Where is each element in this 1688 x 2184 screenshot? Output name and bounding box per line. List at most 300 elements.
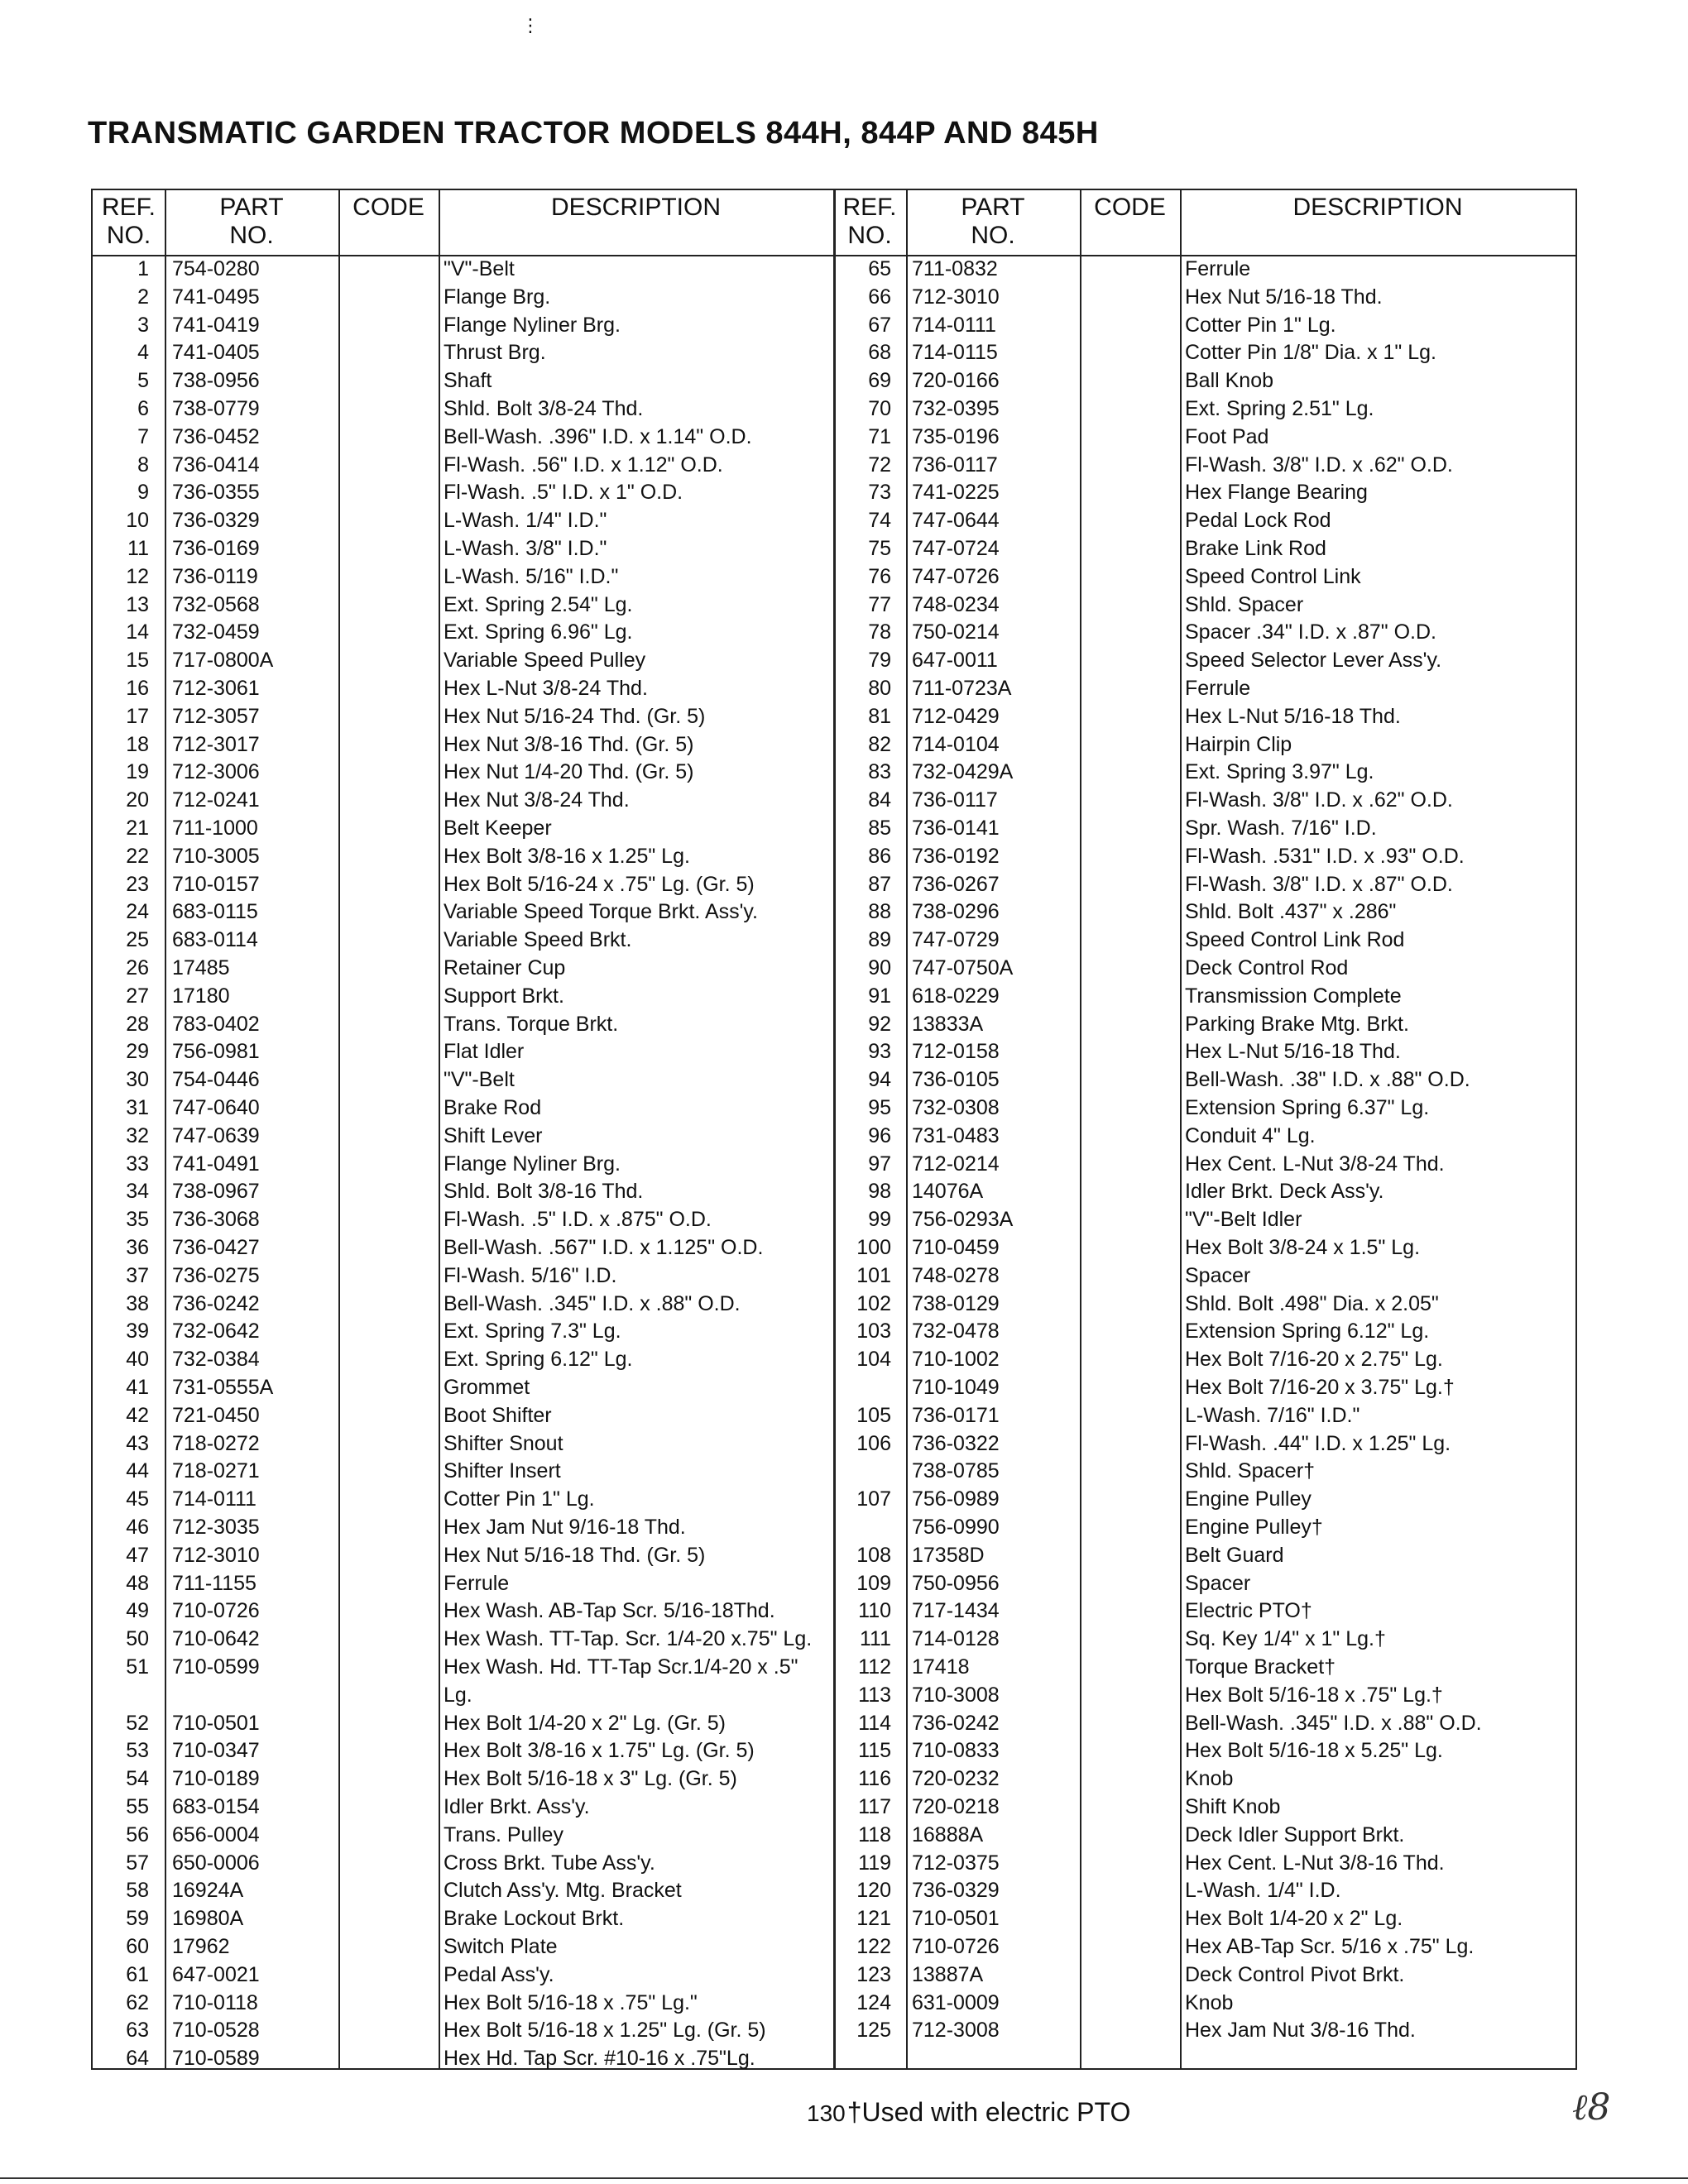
ref-number: 35 [126, 1208, 149, 1232]
part-description: Shld. Bolt 3/8-24 Thd. [444, 397, 644, 420]
part-description: Ext. Spring 6.12" Lg. [444, 1348, 633, 1372]
part-number: 712-0429 [912, 704, 1000, 728]
part-description: Spacer [1185, 1571, 1251, 1595]
part-description: Shld. Bolt 3/8-16 Thd. [444, 1180, 644, 1204]
ref-number: 2 [137, 285, 149, 309]
ref-number: 100 [856, 1236, 891, 1259]
ref-number: 122 [856, 1935, 891, 1958]
part-description: Conduit 4" Lg. [1185, 1123, 1316, 1147]
part-description: Sq. Key 1/4" x 1" Lg.† [1185, 1627, 1386, 1651]
ref-number: 68 [868, 341, 891, 365]
part-number [172, 1681, 338, 1709]
ref-number: 56 [126, 1822, 149, 1846]
part-number: 736-0427 [172, 1236, 260, 1259]
part-number: 16888A [912, 1822, 984, 1846]
ref-number: 5 [137, 369, 149, 393]
part-number: 756-0981 [172, 1040, 260, 1064]
ref-number: 58 [126, 1879, 149, 1903]
part-number: 756-0293A [912, 1208, 1014, 1232]
part-description: Transmission Complete [1185, 984, 1402, 1008]
header-part: PART NO. [961, 194, 1025, 249]
ref-number: 108 [856, 1543, 891, 1567]
part-description: Hex Cent. L-Nut 3/8-24 Thd. [1185, 1152, 1445, 1176]
part-description: L-Wash. 5/16" I.D." [444, 564, 619, 588]
part-description: Hex Bolt 1/4-20 x 2" Lg. (Gr. 5) [444, 1711, 726, 1735]
ref-number: 77 [868, 592, 891, 616]
ref-number: 90 [868, 956, 891, 979]
ref-number: 19 [126, 760, 149, 784]
ref-number: 34 [126, 1180, 149, 1204]
part-description: Flange Nyliner Brg. [444, 1152, 621, 1176]
col-divider [906, 190, 908, 2068]
ref-number: 67 [868, 313, 891, 337]
part-number: 736-0192 [912, 844, 1000, 868]
part-description: L-Wash. 1/4" I.D. [1185, 1879, 1341, 1903]
ref-number: 33 [126, 1152, 149, 1176]
part-number: 738-0785 [912, 1459, 1000, 1483]
part-description: Variable Speed Pulley [444, 649, 646, 673]
part-description: Pedal Lock Rod [1185, 509, 1331, 533]
part-number: 736-0452 [172, 424, 260, 448]
part-number: 710-0528 [172, 2019, 260, 2043]
part-description: Torque Bracket† [1185, 1655, 1336, 1679]
ref-number: 13 [126, 592, 149, 616]
header-part: PART NO. [219, 194, 284, 249]
part-description: Hex Bolt 5/16-18 x 5.25" Lg. [1185, 1739, 1443, 1763]
ref-number: 74 [868, 509, 891, 533]
part-number: 738-0967 [172, 1180, 260, 1204]
part-description: Hex Wash. TT-Tap. Scr. 1/4-20 x.75" Lg. [444, 1627, 813, 1651]
part-description: "V"-Belt [444, 257, 515, 280]
part-number: 718-0272 [172, 1431, 260, 1455]
part-number: 736-0414 [172, 453, 260, 477]
ref-number [833, 1373, 891, 1401]
part-description: Shifter Snout [444, 1431, 563, 1455]
part-description: Speed Selector Lever Ass'y. [1185, 649, 1442, 673]
part-description: Cotter Pin 1" Lg. [1185, 313, 1336, 337]
part-description: Hex L-Nut 5/16-18 Thd. [1185, 1040, 1401, 1064]
part-number: 712-3006 [172, 760, 260, 784]
part-number: 720-0166 [912, 369, 1000, 393]
part-description: Spacer .34" I.D. x .87" O.D. [1185, 620, 1436, 644]
part-description: Cross Brkt. Tube Ass'y. [444, 1851, 655, 1875]
part-number: 16980A [172, 1907, 244, 1931]
part-number: 710-0726 [912, 1935, 1000, 1958]
part-number: 732-0395 [912, 397, 1000, 420]
ref-number: 28 [126, 1012, 149, 1036]
ref-number: 76 [868, 564, 891, 588]
ref-number: 55 [126, 1795, 149, 1818]
ref-number: 45 [126, 1487, 149, 1511]
ref-number: 95 [868, 1096, 891, 1119]
part-number: 710-3005 [172, 844, 260, 868]
part-description: "V"-Belt [444, 1068, 515, 1092]
part-description: Thrust Brg. [444, 341, 546, 365]
part-number: 711-1000 [172, 817, 258, 840]
ref-number: 6 [137, 397, 149, 420]
part-description: Hex Nut 5/16-18 Thd. (Gr. 5) [444, 1543, 706, 1567]
part-number: 738-0296 [912, 900, 1000, 924]
col-divider [1180, 190, 1182, 2068]
part-description: Hex Nut 1/4-20 Thd. (Gr. 5) [444, 760, 694, 784]
part-number: 710-0833 [912, 1739, 1000, 1763]
header-description: DESCRIPTION [550, 194, 722, 221]
part-description: Ext. Spring 3.97" Lg. [1185, 760, 1374, 784]
ref-number: 75 [868, 537, 891, 560]
part-description: Idler Brkt. Ass'y. [444, 1795, 590, 1818]
ref-number: 98 [868, 1180, 891, 1204]
part-number: 748-0234 [912, 592, 1000, 616]
part-description: Hex AB-Tap Scr. 5/16 x .75" Lg. [1185, 1935, 1475, 1958]
part-number: 710-0189 [172, 1767, 260, 1791]
part-number: 656-0004 [172, 1822, 260, 1846]
part-description: Hex Jam Nut 9/16-18 Thd. [444, 1516, 686, 1539]
part-description: Speed Control Link Rod [1185, 928, 1405, 952]
part-number: 683-0115 [172, 900, 258, 924]
ref-number: 120 [856, 1879, 891, 1903]
ref-number: 46 [126, 1516, 149, 1539]
part-description: Brake Rod [444, 1096, 542, 1119]
ref-number: 14 [126, 620, 149, 644]
ref-number [833, 1457, 891, 1485]
part-description: Belt Keeper [444, 817, 552, 840]
ref-number: 43 [126, 1431, 149, 1455]
ref-number: 72 [868, 453, 891, 477]
part-number: 712-0158 [912, 1040, 1000, 1064]
part-description: Bell-Wash. .345" I.D. x .88" O.D. [444, 1291, 741, 1315]
part-number: 14076A [912, 1180, 984, 1204]
ref-number: 39 [126, 1320, 149, 1343]
header-code: CODE [1094, 194, 1166, 221]
part-description: Fl-Wash. 5/16" I.D. [444, 1263, 617, 1287]
ref-number: 42 [126, 1403, 149, 1427]
part-number: 714-0111 [172, 1487, 257, 1511]
part-description: Bell-Wash. .567" I.D. x 1.125" O.D. [444, 1236, 764, 1259]
part-number: 714-0104 [912, 732, 1000, 756]
ref-number: 113 [858, 1683, 891, 1707]
part-number: 736-0355 [172, 481, 260, 505]
part-description: Foot Pad [1185, 424, 1269, 448]
part-description: Shld. Spacer† [1185, 1459, 1316, 1483]
part-description: Hex Nut 5/16-24 Thd. (Gr. 5) [444, 704, 706, 728]
part-number: 736-0275 [172, 1263, 260, 1287]
ref-number: 104 [856, 1348, 891, 1372]
ref-number: 17 [126, 704, 149, 728]
part-description: Trans. Torque Brkt. [444, 1012, 619, 1036]
ref-number: 47 [126, 1543, 149, 1567]
part-number: 710-0118 [172, 1990, 258, 2014]
ref-number: 25 [126, 928, 149, 952]
part-description: Shifter Insert [444, 1459, 561, 1483]
part-number: 717-0800A [172, 649, 274, 673]
part-number: 736-0242 [912, 1711, 1000, 1735]
part-description: Support Brkt. [444, 984, 564, 1008]
part-number: 736-0322 [912, 1431, 1000, 1455]
page-title: TRANSMATIC GARDEN TRACTOR MODELS 844H, 844P AND 845H [88, 116, 1099, 151]
part-number: 741-0225 [912, 481, 1000, 505]
ref-number: 102 [856, 1291, 891, 1315]
page-bottom-rule [0, 2177, 1688, 2179]
part-description: Hex Flange Bearing [1185, 481, 1368, 505]
part-description: Hex L-Nut 5/16-18 Thd. [1185, 704, 1401, 728]
part-description: Hex Nut 3/8-16 Thd. (Gr. 5) [444, 732, 694, 756]
part-description: Lg. [444, 1683, 472, 1707]
part-description: Belt Guard [1185, 1543, 1284, 1567]
ref-number: 115 [858, 1739, 891, 1763]
ref-number: 85 [868, 817, 891, 840]
part-number: 17418 [912, 1655, 970, 1679]
ref-number: 21 [126, 817, 149, 840]
part-number: 736-0169 [172, 537, 260, 560]
ref-number: 80 [868, 677, 891, 700]
part-description: Hex Nut 3/8-24 Thd. [444, 788, 630, 812]
part-description: Fl-Wash. 3/8" I.D. x .87" O.D. [1185, 872, 1453, 896]
ref-number [833, 1513, 891, 1541]
ref-number [93, 1681, 149, 1709]
ref-number: 49 [126, 1599, 149, 1623]
ref-number: 29 [126, 1040, 149, 1064]
part-number: 712-3035 [172, 1516, 260, 1539]
part-number: 710-1002 [912, 1348, 1000, 1372]
part-number: 13887A [912, 1962, 984, 1986]
ref-number: 114 [858, 1711, 891, 1735]
ref-number: 79 [868, 649, 891, 673]
part-description: Extension Spring 6.12" Lg. [1185, 1320, 1430, 1343]
ref-number: 124 [856, 1990, 891, 2014]
ref-number: 57 [126, 1851, 149, 1875]
part-number: 717-1434 [912, 1599, 1000, 1623]
part-description: Fl-Wash. .531" I.D. x .93" O.D. [1185, 844, 1465, 868]
part-description: Brake Link Rod [1185, 537, 1326, 560]
ref-number: 38 [126, 1291, 149, 1315]
part-number: 16924A [172, 1879, 244, 1903]
ref-number: 78 [868, 620, 891, 644]
part-number: 736-0267 [912, 872, 1000, 896]
part-number: 714-0128 [912, 1627, 1000, 1651]
ref-number: 62 [126, 1990, 149, 2014]
ref-number: 125 [856, 2019, 891, 2043]
part-number: 747-0750A [912, 956, 1014, 979]
part-description: Hex Bolt 5/16-18 x 3" Lg. (Gr. 5) [444, 1767, 737, 1791]
ref-number: 84 [868, 788, 891, 812]
part-description: Retainer Cup [444, 956, 566, 979]
part-description: Hex Bolt 5/16-18 x 1.25" Lg. (Gr. 5) [444, 2019, 766, 2043]
part-description: Flat Idler [444, 1040, 525, 1064]
ref-number: 40 [126, 1348, 149, 1372]
ref-number: 117 [858, 1795, 891, 1818]
part-number: 741-0419 [172, 313, 260, 337]
part-description: Hex Bolt 1/4-20 x 2" Lg. [1185, 1907, 1403, 1931]
part-description: Hex Bolt 7/16-20 x 3.75" Lg.† [1185, 1376, 1455, 1399]
part-description: Engine Pulley† [1185, 1516, 1323, 1539]
ref-number: 110 [858, 1599, 891, 1623]
part-number: 736-0119 [172, 564, 258, 588]
part-description: Variable Speed Torque Brkt. Ass'y. [444, 900, 758, 924]
part-number: 17180 [172, 984, 230, 1008]
ref-number: 64 [126, 2047, 149, 2071]
part-number: 712-0241 [172, 788, 260, 812]
part-description: Pedal Ass'y. [444, 1962, 554, 1986]
ref-number: 87 [868, 872, 891, 896]
part-number: 710-1049 [912, 1376, 1000, 1399]
col-divider [338, 190, 340, 2068]
ref-number: 50 [126, 1627, 149, 1651]
ref-number: 94 [868, 1068, 891, 1092]
part-description: Hex Wash. AB-Tap Scr. 5/16-18Thd. [444, 1599, 775, 1623]
part-description: Knob [1185, 1990, 1234, 2014]
part-number: 17358D [912, 1543, 985, 1567]
part-description: Spr. Wash. 7/16" I.D. [1185, 817, 1377, 840]
part-number: 731-0555A [172, 1376, 274, 1399]
footnote-text: †Used with electric PTO [846, 2097, 1131, 2127]
part-number: 756-0989 [912, 1487, 1000, 1511]
part-number: 647-0011 [912, 649, 998, 673]
part-number: 736-0171 [912, 1403, 1000, 1427]
ref-number: 66 [868, 285, 891, 309]
part-number: 747-0724 [912, 537, 1000, 560]
ref-number: 44 [126, 1459, 149, 1483]
ref-number: 1 [137, 257, 149, 280]
ref-number: 18 [126, 732, 149, 756]
part-description: Hex Bolt 7/16-20 x 2.75" Lg. [1185, 1348, 1443, 1372]
part-number: 736-0117 [912, 788, 998, 812]
part-description: Hex Wash. Hd. TT-Tap Scr.1/4-20 x .5" [444, 1655, 798, 1679]
part-description: Shld. Bolt .498" Dia. x 2.05" [1185, 1291, 1439, 1315]
part-number: 712-3008 [912, 2019, 1000, 2043]
part-number: 732-0429A [912, 760, 1014, 784]
part-number: 712-0375 [912, 1851, 1000, 1875]
ref-number: 22 [126, 844, 149, 868]
part-number: 718-0271 [172, 1459, 260, 1483]
part-number: 710-0642 [172, 1627, 260, 1651]
ref-number: 92 [868, 1012, 891, 1036]
part-description: Knob [1185, 1767, 1234, 1791]
part-number: 710-0589 [172, 2047, 260, 2071]
ref-number: 96 [868, 1123, 891, 1147]
part-number: 17962 [172, 1935, 230, 1958]
ref-number: 51 [126, 1655, 149, 1679]
part-description: Extension Spring 6.37" Lg. [1185, 1096, 1430, 1119]
ref-number: 73 [868, 481, 891, 505]
part-number: 747-0640 [172, 1096, 260, 1119]
ref-number: 99 [868, 1208, 891, 1232]
part-number: 736-0329 [172, 509, 260, 533]
part-number: 712-3010 [172, 1543, 260, 1567]
part-number: 631-0009 [912, 1990, 1000, 2014]
part-number: 720-0218 [912, 1795, 1000, 1818]
part-number: 618-0229 [912, 984, 1000, 1008]
part-description: Parking Brake Mtg. Brkt. [1185, 1012, 1409, 1036]
ref-number: 109 [856, 1571, 891, 1595]
part-description: Fl-Wash. .56" I.D. x 1.12" O.D. [444, 453, 723, 477]
part-description: Hex Bolt 3/8-24 x 1.5" Lg. [1185, 1236, 1421, 1259]
part-description: Shld. Bolt .437" x .286" [1185, 900, 1397, 924]
part-number: 647-0021 [172, 1962, 260, 1986]
part-description: Ext. Spring 2.51" Lg. [1185, 397, 1374, 420]
ref-number: 10 [126, 509, 149, 533]
part-description: Trans. Pulley [444, 1822, 563, 1846]
ref-number: 53 [126, 1739, 149, 1763]
part-number: 650-0006 [172, 1851, 260, 1875]
part-number: 747-0644 [912, 509, 1000, 533]
part-number: 731-0483 [912, 1123, 1000, 1147]
part-number: 712-0214 [912, 1152, 1000, 1176]
part-description: Bell-Wash. .38" I.D. x .88" O.D. [1185, 1068, 1470, 1092]
part-description: Idler Brkt. Deck Ass'y. [1185, 1180, 1384, 1204]
ref-number: 31 [126, 1096, 149, 1119]
ref-number: 60 [126, 1935, 149, 1958]
part-description: Cotter Pin 1/8" Dia. x 1" Lg. [1185, 341, 1437, 365]
ref-number: 116 [858, 1767, 891, 1791]
part-description: Switch Plate [444, 1935, 558, 1958]
ref-number: 83 [868, 760, 891, 784]
part-description: Electric PTO† [1185, 1599, 1312, 1623]
ref-number: 82 [868, 732, 891, 756]
part-description: Deck Idler Support Brkt. [1185, 1822, 1405, 1846]
ref-number: 48 [126, 1571, 149, 1595]
ref-number: 30 [126, 1068, 149, 1092]
ref-number: 69 [868, 369, 891, 393]
part-number: 712-3010 [912, 285, 1000, 309]
part-description: Hex Bolt 3/8-16 x 1.75" Lg. (Gr. 5) [444, 1739, 755, 1763]
header-ref: REF. NO. [842, 194, 897, 249]
part-number: 747-0729 [912, 928, 1000, 952]
col-divider [165, 190, 166, 2068]
part-description: Ext. Spring 2.54" Lg. [444, 592, 633, 616]
part-number: 748-0278 [912, 1263, 1000, 1287]
part-number: 738-0956 [172, 369, 260, 393]
part-number: 747-0726 [912, 564, 1000, 588]
part-description: Ferrule [1185, 677, 1251, 700]
ref-number: 112 [858, 1655, 891, 1679]
part-number: 738-0779 [172, 397, 260, 420]
part-description: Grommet [444, 1376, 530, 1399]
ref-number: 105 [856, 1403, 891, 1427]
ref-number: 20 [126, 788, 149, 812]
part-description: L-Wash. 3/8" I.D." [444, 537, 607, 560]
part-number: 741-0495 [172, 285, 260, 309]
part-description: Deck Control Pivot Brkt. [1185, 1962, 1405, 1986]
part-description: Fl-Wash. .5" I.D. x .875" O.D. [444, 1208, 712, 1232]
ref-number: 23 [126, 872, 149, 896]
part-number: 736-3068 [172, 1208, 260, 1232]
part-description: Flange Nyliner Brg. [444, 313, 621, 337]
part-number: 741-0491 [172, 1152, 260, 1176]
part-description: Ext. Spring 7.3" Lg. [444, 1320, 621, 1343]
part-description: Hex Cent. L-Nut 3/8-16 Thd. [1185, 1851, 1445, 1875]
ref-number: 52 [126, 1711, 149, 1735]
ref-number: 111 [859, 1627, 891, 1651]
ref-number: 54 [126, 1767, 149, 1791]
part-description: Hex Jam Nut 3/8-16 Thd. [1185, 2019, 1416, 2043]
part-number: 683-0114 [172, 928, 258, 952]
part-number: 732-0384 [172, 1348, 260, 1372]
part-number: 683-0154 [172, 1795, 260, 1818]
part-description: Brake Lockout Brkt. [444, 1907, 625, 1931]
ref-number: 70 [868, 397, 891, 420]
part-number: 712-3017 [172, 732, 260, 756]
part-number: 732-0308 [912, 1096, 1000, 1119]
part-description: Fl-Wash. 3/8" I.D. x .62" O.D. [1185, 788, 1453, 812]
parts-table [91, 189, 1577, 2070]
ref-number: 12 [126, 564, 149, 588]
part-number: 714-0115 [912, 341, 998, 365]
part-number: 710-0347 [172, 1739, 260, 1763]
footer-note [807, 2097, 1130, 2128]
ref-number: 118 [858, 1822, 891, 1846]
ref-number: 36 [126, 1236, 149, 1259]
part-description: Ball Knob [1185, 369, 1274, 393]
